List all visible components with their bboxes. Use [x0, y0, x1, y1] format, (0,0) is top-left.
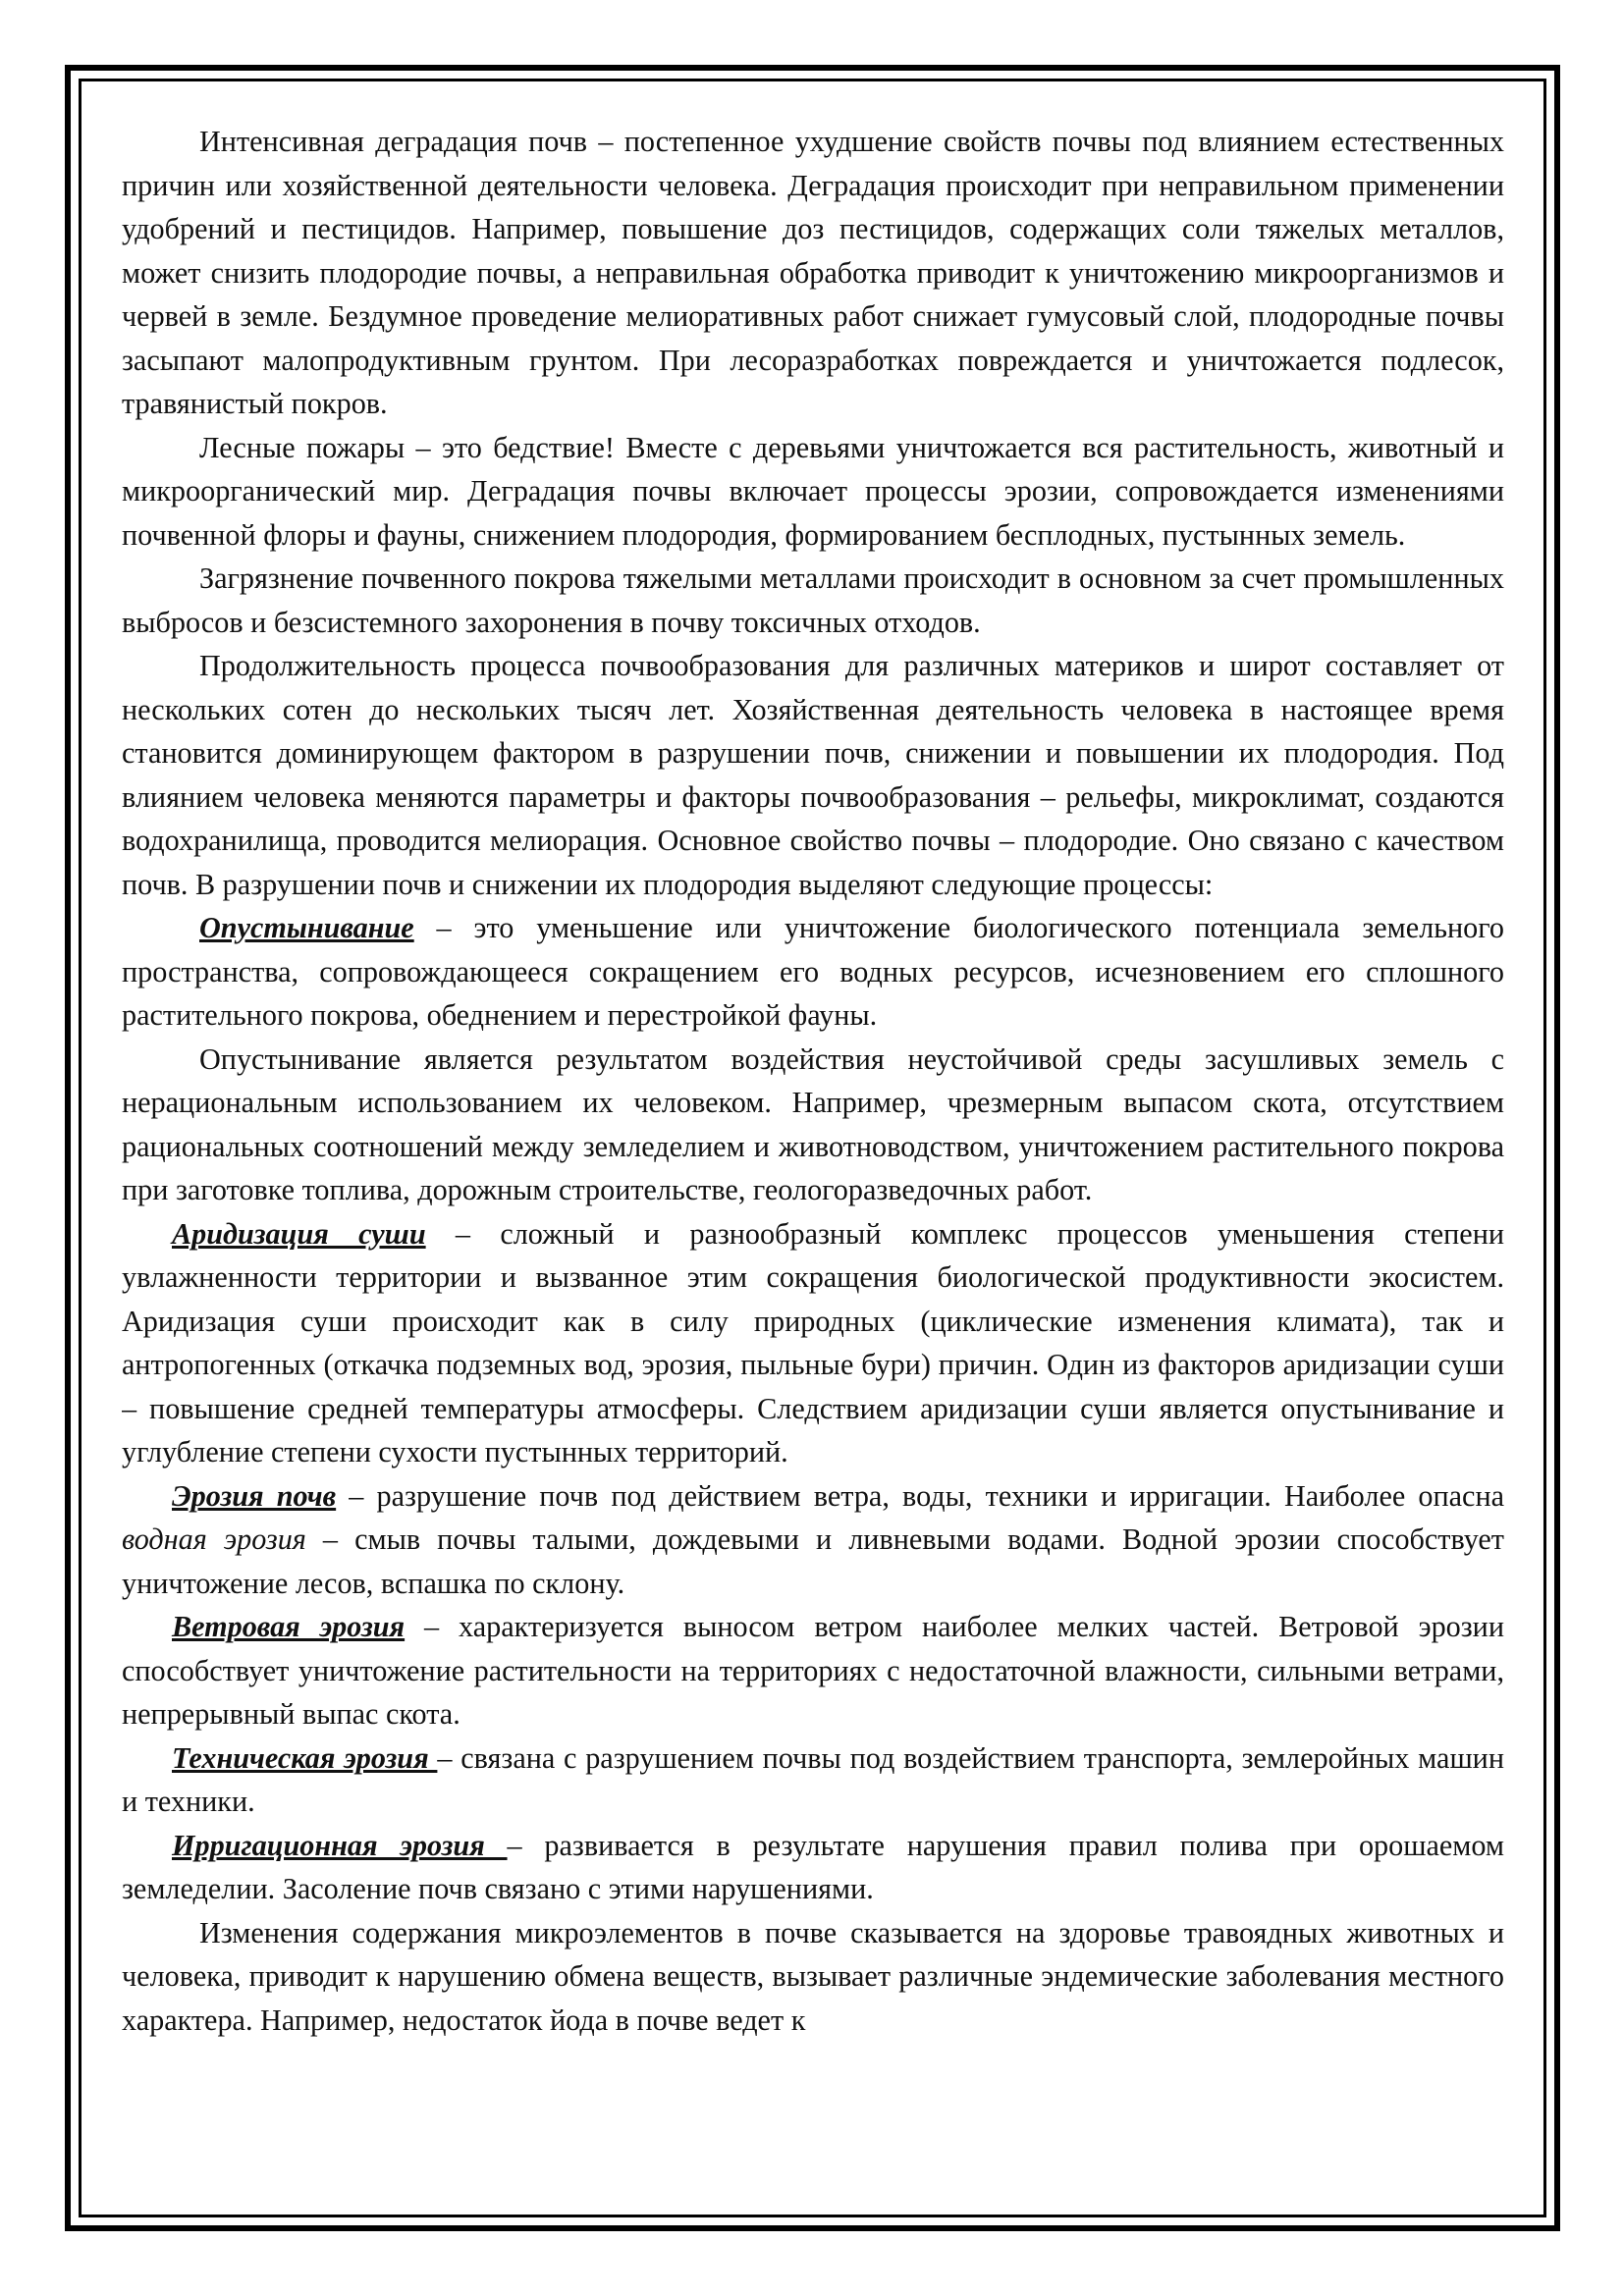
- paragraph-irrigation-erosion: [122, 1824, 1504, 1911]
- term-technical-erosion: Техническая эрозия: [172, 1740, 438, 1775]
- paragraph-wind-erosion: [122, 1605, 1504, 1736]
- document-body: [122, 120, 1504, 2186]
- paragraph-soil-erosion: [122, 1474, 1504, 1606]
- paragraph-technical-erosion: [122, 1736, 1504, 1824]
- term-wind-erosion: Ветровая эрозия: [172, 1610, 406, 1643]
- paragraph-soil-erosion-text-a: – разрушение почв под действием ветра, воды, техники и ирригации. Наиболее опасна: [336, 1478, 1504, 1513]
- paragraph-desertification-causes: Опустынивание является результатом воздействия неустойчивой среды засушливых земель с нерациональным использованием их человеком. Например, чрезмерным выпасом скота, отсутствием рациональных соотношений между земледелием и животноводством, уничтожением растительного покрова при заготовке топлива, дорожным строительстве, геологоразведочных работ.: [122, 1041, 1504, 1206]
- paragraph-heavy-metals: Загрязнение почвенного покрова тяжелыми металлами происходит в основном за счет промышленных выбросов и безсистемного захоронения в почву токсичных отходов.: [122, 561, 1504, 639]
- paragraph-forest-fires: Лесные пожары – это бедствие! Вместе с деревьями уничтожается вся растительность, животный и микроорганический мир. Деградация почвы включает процессы эрозии, сопровождается изменениями почвенной флоры и фауны, снижением плодородия, формированием бесплодных, пустынных земель.: [122, 430, 1504, 552]
- paragraph-soil-formation: Продолжительность процесса почвообразования для различных материков и широт составляет от нескольких сотен до нескольких тысяч лет. Хозяйственная деятельность человека в настоящее время становится доминирующем фактором в разрушении почв, снижении и повышении их плодородия. Под влиянием человека меняются параметры и факторы почвообразования – рельефы, микроклимат, создаются водохранилища, проводится мелиорация. Основное свойство почвы – плодородие. Оно связано с качеством почв. В разрушении почв и снижении их плодородия выделяют следующие процессы:: [122, 649, 1504, 901]
- term-water-erosion: водная эрозия: [122, 1522, 306, 1556]
- paragraph-wind-erosion-text: – характеризуется выносом ветром наиболее мелких частей. Ветровой эрозии способствует уничтожение растительности на территориях с недостаточной влажности, сильными ветрами, непрерывный выпас скота.: [122, 1610, 1504, 1731]
- paragraph-intensive-degradation: Интенсивная деградация почв – постепенное ухудшение свойств почвы под влиянием естественных причин или хозяйственной деятельности человека. Деградация происходит при неправильном применении удобрений и пестицидов. Например, повышение доз пестицидов, содержащих соли тяжелых металлов, может снизить плодородие почвы, а неправильная обработка приводит к уничтожению микроорганизмов и червей в земле. Бездумное проведение мелиоративных работ снижает гумусовый слой, плодородные почвы засыпают малопродуктивным грунтом. При лесоразработках повреждается и уничтожается подлесок, травянистый покров.: [122, 125, 1504, 420]
- paragraph-soil-erosion-text-b: – смыв почвы талыми, дождевыми и ливневыми водами. Водной эрозии способствует уничтожение лесов, вспашка по склону.: [122, 1522, 1504, 1600]
- paragraph-desertification-text: – это уменьшение или уничтожение биологического потенциала земельного пространства, сопровождающееся сокращением его водных ресурсов, исчезновением его сплошного растительного покрова, обеднением и перестройкой фауны.: [122, 911, 1504, 1032]
- paragraph-aridization: [122, 1212, 1504, 1474]
- term-desertification: Опустынивание: [199, 911, 414, 944]
- term-aridization: Аридизация суши: [172, 1216, 426, 1251]
- paragraph-desertification: [122, 906, 1504, 1038]
- term-irrigation-erosion: Ирригационная эрозия: [172, 1828, 508, 1862]
- term-soil-erosion: Эрозия почв: [172, 1478, 337, 1513]
- paragraph-technical-erosion-text: – связана с разрушением почвы под воздействием транспорта, землеройных машин и техники.: [122, 1740, 1504, 1818]
- paragraph-aridization-text: – сложный и разнообразный комплекс процессов уменьшения степени увлажненности территории и вызванное этим сокращения биологической продуктивности экосистем. Аридизация суши происходит как в силу природных (циклические изменения климата), так и антропогенных (откачка подземных вод, эрозия, пыльные бури) причин. Один из факторов аридизации суши – повышение средней температуры атмосферы. Следствием аридизации суши является опустынивание и углубление степени сухости пустынных территорий.: [122, 1216, 1504, 1468]
- paragraph-irrigation-erosion-text: – развивается в результате нарушения правил полива при орошаемом земледелии. Засоление почв связано с этими нарушениями.: [122, 1828, 1504, 1905]
- paragraph-microelements: Изменения содержания микроэлементов в почве сказывается на здоровье травоядных животных и человека, приводит к нарушению обмена веществ, вызывает различные эндемические заболевания местного характера. Например, недостаток йода в почве ведет к: [122, 1915, 1504, 2037]
